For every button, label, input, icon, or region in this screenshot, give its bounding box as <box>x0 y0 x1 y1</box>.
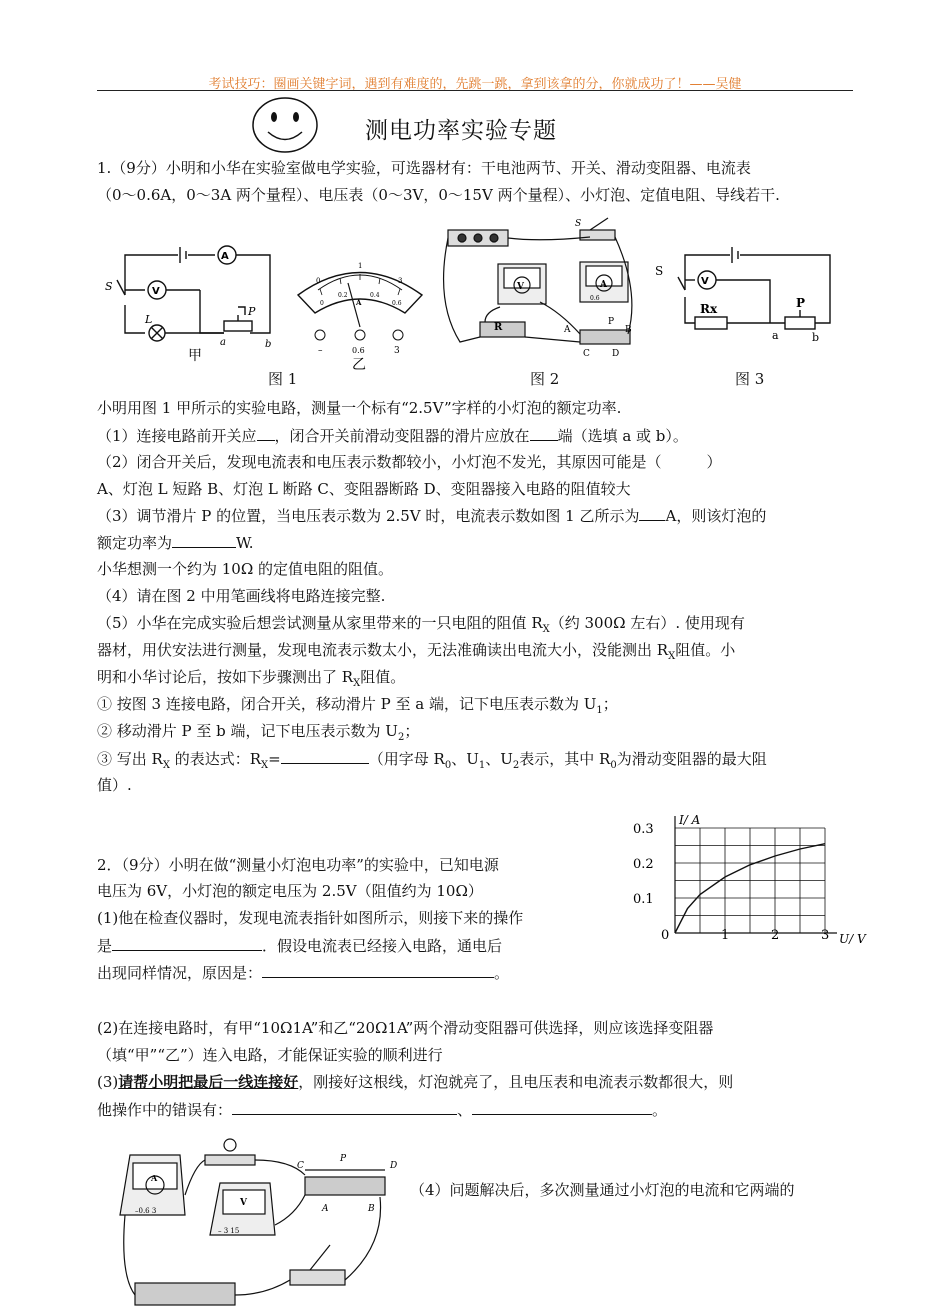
svg-text:A: A <box>221 251 229 262</box>
svg-text:0: 0 <box>316 277 321 285</box>
q1-part4: （4）请在图 2 中用笔画线将电路连接完整. <box>97 587 386 605</box>
svg-text:A: A <box>564 325 571 335</box>
svg-text:S: S <box>575 219 582 229</box>
y-axis-label: I/ A <box>679 813 701 827</box>
svg-text:0.6: 0.6 <box>590 295 600 302</box>
svg-text:V: V <box>152 286 160 297</box>
fig1-yi-label: 乙 <box>352 357 366 373</box>
q1-step3-cont: 值）. <box>97 776 132 794</box>
header-rule <box>97 90 853 91</box>
q1-intro-line1: 1.（9分）小明和小华在实验室做电学实验，可选器材有：干电池两节、开关、滑动变阻器、电流表 <box>97 159 751 177</box>
q2-part1-cont: 是 ．假设电流表已经接入电路，通电后 <box>97 937 503 955</box>
figure3-circuit <box>650 235 850 345</box>
svg-text:0.2: 0.2 <box>338 292 348 299</box>
q1-step3: ③ 写出 $R_X$ 的表达式：$R_X=$ （用字母 $R_0$、$U_1$、$U_2$表示，其中 $R_0$为滑动变阻器的最大阻 <box>97 750 767 771</box>
q1-xiaohua-line: 小华想测一个约为 10Ω 的定值电阻的阻值。 <box>97 560 394 578</box>
svg-text:a: a <box>772 329 779 342</box>
svg-text:3: 3 <box>398 277 403 285</box>
q1-part5-line2: 器材，用伏安法进行测量，发现电流表示数太小，无法准确读出电流大小，没能测出 $R_X$阻值。小 <box>97 641 736 662</box>
svg-text:S: S <box>105 280 113 293</box>
q2-part4: （4）问题解决后，多次测量通过小灯泡的电流和它两端的 <box>410 1181 795 1199</box>
svg-text:P: P <box>340 1154 347 1164</box>
q2-line2: 电压为 6V，小灯泡的额定电压为 2.5V（阻值约为 10Ω） <box>97 882 483 900</box>
q2-line1: 2．（9分）小明在做“测量小灯泡电功率”的实验中，已知电源 <box>97 856 499 874</box>
svg-text:V: V <box>517 282 524 292</box>
svg-text:–: – <box>318 346 323 356</box>
svg-text:3: 3 <box>394 346 400 356</box>
q1-step1: ① 按图 3 连接电路，闭合开关，移动滑片 P 至 a 端，记下电压表示数为 $U_1$； <box>97 695 618 716</box>
svg-text:b: b <box>265 339 272 350</box>
figure3-caption: 图 3 <box>735 370 765 388</box>
svg-text:b: b <box>812 331 820 344</box>
svg-text:–0.6 3: –0.6 3 <box>135 1207 157 1215</box>
q1-part3: （3）调节滑片 P 的位置，当电压表示数为 2.5V 时，电流表示数如图 1 乙所示为 A，则该灯泡的 <box>97 507 767 525</box>
svg-text:V: V <box>701 276 709 287</box>
x-tick-label: 1 <box>721 928 730 943</box>
svg-text:R: R <box>494 322 503 333</box>
x-tick-label: 0 <box>661 928 670 943</box>
svg-text:A: A <box>151 1173 158 1183</box>
q1-part2: （2）闭合开关后，发现电流表和电压表示数都较小，小灯泡不发光，其原因可能是（ ） <box>97 453 722 471</box>
svg-text:P: P <box>608 317 615 327</box>
q2-part1-reason: 出现同样情况，原因是： 。 <box>97 964 510 982</box>
svg-text:S: S <box>655 264 664 278</box>
svg-text:P: P <box>796 296 806 310</box>
svg-text:A: A <box>356 298 362 307</box>
svg-text:L: L <box>145 313 153 326</box>
svg-text:C: C <box>583 349 590 359</box>
svg-text:D: D <box>612 349 620 359</box>
svg-text:P: P <box>248 305 256 318</box>
q2-part3-cont: 他操作中的错误有： 、 。 <box>97 1101 668 1119</box>
svg-text:C: C <box>297 1161 304 1171</box>
svg-text:B: B <box>625 325 632 335</box>
q2-part2-cont: （填“甲”“乙”）连入电路，才能保证实验的顺利进行 <box>97 1046 443 1064</box>
q1-part3-cont: 额定功率为 W. <box>97 534 254 552</box>
fig1-jia-label: 甲 <box>188 348 202 364</box>
y-tick-label: 0.1 <box>633 892 654 907</box>
svg-text:0.6: 0.6 <box>352 346 365 355</box>
svg-text:0.6: 0.6 <box>392 300 402 307</box>
q2-part3: (3)请帮小明把最后一线连接好，刚接好这根线，灯泡就亮了，且电压表和电流表示数都很大，则 <box>97 1073 734 1091</box>
q1-part2-options: A、灯泡 L 短路 B、灯泡 L 断路 C、变阻器断路 D、变阻器接入电路的阻值较大 <box>97 480 631 498</box>
y-tick-label: 0.2 <box>633 857 654 872</box>
iu-chart <box>625 808 866 948</box>
figure1-yi-ammeter <box>290 255 430 373</box>
q1-part5-line3: 明和小华讨论后，按如下步骤测出了 $R_X$阻值。 <box>97 668 406 689</box>
page-title: 测电功率实验专题 <box>365 118 557 144</box>
svg-text:A: A <box>322 1204 329 1214</box>
x-tick-label: 3 <box>821 928 830 943</box>
smiley-icon <box>250 95 320 155</box>
svg-text:1: 1 <box>358 262 363 270</box>
svg-text:V: V <box>240 1198 247 1208</box>
x-tick-label: 2 <box>771 928 780 943</box>
y-tick-label: 0.3 <box>633 822 654 837</box>
svg-text:0: 0 <box>320 300 324 307</box>
q1-part5-line1: （5）小华在完成实验后想尝试测量从家里带来的一只电阻的阻值 $R_X$（约 300Ω 左右）. 使用现有 <box>97 614 745 635</box>
figure1-jia-circuit <box>100 235 280 365</box>
q2-part2: (2)在连接电路时，有甲“10Ω1A”和乙“20Ω1A”两个滑动变阻器可供选择，则应该选择变阻器 <box>97 1019 714 1037</box>
q2-apparatus <box>115 1135 405 1313</box>
svg-text:B: B <box>368 1204 375 1214</box>
figure2-apparatus <box>440 212 650 367</box>
figure2-caption: 图 2 <box>530 370 560 388</box>
q1-line1: 小明用图 1 甲所示的实验电路，测量一个标有“2.5V”字样的小灯泡的额定功率. <box>97 399 622 417</box>
svg-text:– 3 15: – 3 15 <box>218 1227 240 1235</box>
q1-intro-line2: （0～0.6A，0～3A 两个量程）、电压表（0～3V，0～15V 两个量程）、小灯泡、定值电阻、导线若干. <box>97 186 780 204</box>
svg-text:D: D <box>390 1161 398 1171</box>
x-axis-label: U/ V <box>839 932 866 946</box>
q1-part1: （1）连接电路前开关应 ，闭合开关前滑动变阻器的滑片应放在 端（选填 a 或 b）。 <box>97 427 688 445</box>
svg-text:0.4: 0.4 <box>370 292 380 299</box>
exam-tip: 考试技巧：圈画关键字词，遇到有难度的，先跳一跳，拿到该拿的分，你就成功了！——吴健 <box>208 77 742 92</box>
q1-step2: ② 移动滑片 P 至 b 端，记下电压表示数为 $U_2$； <box>97 722 420 743</box>
svg-text:Rx: Rx <box>700 302 718 316</box>
figure1-caption: 图 1 <box>268 370 298 388</box>
svg-text:A: A <box>600 280 607 290</box>
svg-text:a: a <box>220 337 226 348</box>
q2-part1: (1)他在检查仪器时，发现电流表指针如图所示，则接下来的操作 <box>97 909 524 927</box>
